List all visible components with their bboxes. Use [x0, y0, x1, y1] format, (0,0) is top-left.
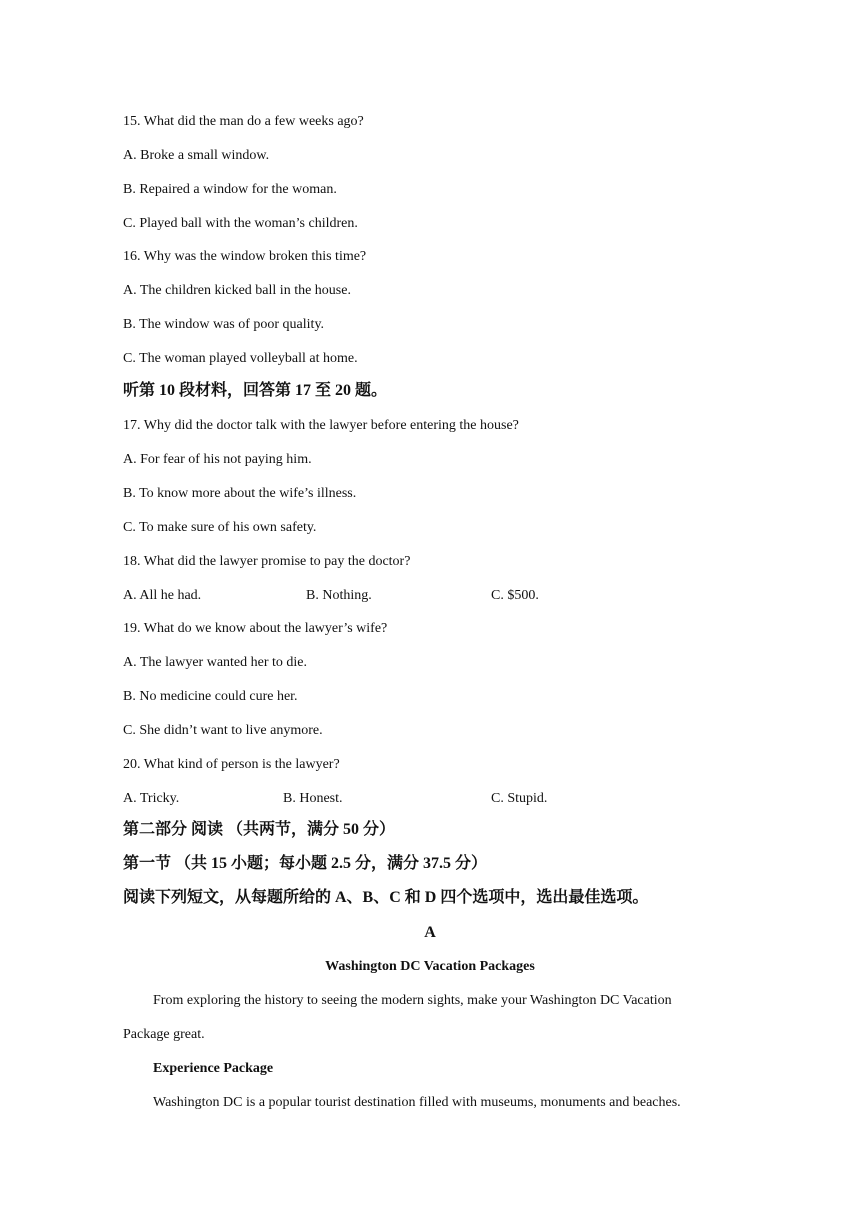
part-2-heading: 第二部分 阅读 （共两节，满分 50 分） [123, 821, 396, 838]
instructions: 阅读下列短文，从每题所给的 A、B、C 和 D 四个选项中，选出最佳选项。 [123, 889, 649, 906]
question-18: 18. What did the lawyer promise to pay the doctor? [123, 554, 411, 569]
passage-paragraph-2-line-1: Washington DC is a popular tourist destination filled with museums, monuments and beaches. [153, 1095, 681, 1110]
question-15: 15. What did the man do a few weeks ago? [123, 114, 364, 129]
question-19: 19. What do we know about the lawyer’s wife? [123, 621, 388, 636]
question-19-option-c: C. She didn’t want to live anymore. [123, 723, 323, 738]
passage-paragraph-1-line-2: Package great. [123, 1027, 205, 1042]
section-1-heading: 第一节 （共 15 小题；每小题 2.5 分，满分 37.5 分） [123, 855, 488, 872]
question-15-option-b: B. Repaired a window for the woman. [123, 182, 337, 197]
question-16-option-c: C. The woman played volleyball at home. [123, 351, 358, 366]
question-20-option-a: A. Tricky. [123, 791, 180, 806]
question-20-option-b: B. Honest. [283, 791, 343, 806]
question-15-option-a: A. Broke a small window. [123, 148, 270, 163]
question-18-option-b: B. Nothing. [306, 588, 372, 603]
question-19-option-a: A. The lawyer wanted her to die. [123, 655, 308, 670]
passage-title: Washington DC Vacation Packages [325, 959, 535, 974]
question-18-option-c: C. $500. [491, 588, 539, 603]
section-10-heading: 听第 10 段材料，回答第 17 至 20 题。 [123, 382, 388, 399]
question-17-option-a: A. For fear of his not paying him. [123, 452, 312, 467]
question-15-option-c: C. Played ball with the woman’s children. [123, 216, 358, 231]
question-16: 16. Why was the window broken this time? [123, 249, 367, 264]
question-17-option-b: B. To know more about the wife’s illness. [123, 486, 357, 501]
question-16-option-b: B. The window was of poor quality. [123, 317, 325, 332]
question-19-option-b: B. No medicine could cure her. [123, 689, 298, 704]
question-20: 20. What kind of person is the lawyer? [123, 757, 340, 772]
question-17: 17. Why did the doctor talk with the lawyer before entering the house? [123, 418, 519, 433]
question-16-option-a: A. The children kicked ball in the house. [123, 283, 351, 298]
passage-letter: A [424, 924, 436, 941]
question-18-option-a: A. All he had. [123, 588, 202, 603]
passage-paragraph-1-line-1: From exploring the history to seeing the modern sights, make your Washington DC Vacation [153, 993, 672, 1008]
question-20-option-c: C. Stupid. [491, 791, 548, 806]
question-17-option-c: C. To make sure of his own safety. [123, 520, 317, 535]
passage-subheading: Experience Package [153, 1061, 274, 1076]
